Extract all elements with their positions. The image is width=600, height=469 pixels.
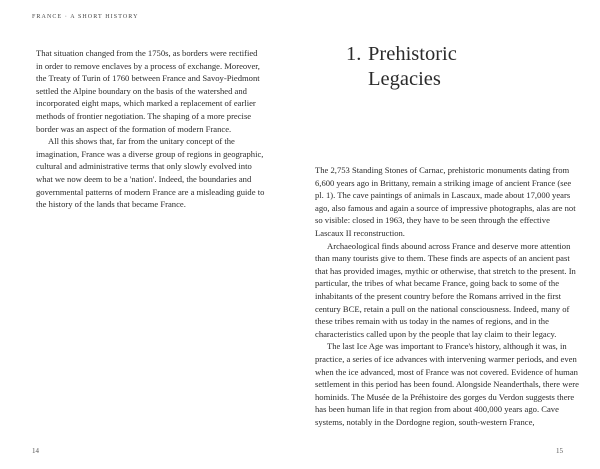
running-head: FRANCE · A SHORT HISTORY [32, 14, 139, 20]
right-page [300, 0, 600, 469]
paragraph: All this shows that, far from the unitary concept of the imagination, France was a diverse group of regions in geographic, cultural and administrative terms that only slowly evolved into what we now deem to be a 'nation'. Indeed, the boundaries and governmental patterns of modern France are a misleading guide to the history of the lands that became France. [36, 136, 265, 210]
chapter-number: 1. [346, 43, 362, 65]
left-body-text [36, 47, 266, 211]
right-body-text [315, 164, 580, 428]
page-number: 15 [556, 447, 563, 455]
paragraph: That situation changed from the 1750s, as borders were rectified in order to remove enclaves by a process of exchange. Moreover, the Treaty of Turin of 1760 between France and Savoy-Piedmont settled the Alpine boundary on the basis of the watershed and incorporated eight maps, which marked a replacement of earlier methods of frontier negotiation. The shaping of a more precise border was an aspect of the formation of modern France. [36, 48, 260, 134]
chapter-title-line1: Prehistoric [368, 43, 457, 65]
page-number: 14 [32, 447, 39, 455]
chapter-title-line2: Legacies [368, 68, 441, 90]
paragraph: The last Ice Age was important to France's history, although it was, in practice, a series of ice advances with intervening warmer periods, and even when the ice advanced, most of France was not covered. Evidence of human settlement in this period has been found. Alongside Neanderthals, there were hominids. The Musée de la Préhistoire des gorges du Verdon suggests there has been human life in that region from about 400,000 years ago. Cave systems, notably in the Dordogne region, south-western France, [315, 341, 579, 427]
paragraph: Archaeological finds abound across France and deserve more attention than many tourists give to them. These finds are aspects of an ancient past that has provided images, mythic or otherwise, that stretch to the present. In particular, the tribes of what became France, going back to some of the inhabitants of the present country before the Romans arrived in the first century BCE, retain a pull on the national consciousness. Indeed, many of these tribes remain with us today in the names of regions, and in the characteristics called upon by the people that lay claim to their legacy. [315, 240, 576, 339]
paragraph: The 2,753 Standing Stones of Carnac, prehistoric monuments dating from 6,600 years ago in Brittany, remain a striking image of ancient France (see pl. 1). The cave paintings of animals in Lascaux, made about 17,000 years ago, also famous and again a source of impressive photographs, alas are not so visible: closed in 1963, they have to be seen through the effective Lascaux II reconstruction. [315, 165, 576, 238]
chapter-title [346, 42, 457, 92]
